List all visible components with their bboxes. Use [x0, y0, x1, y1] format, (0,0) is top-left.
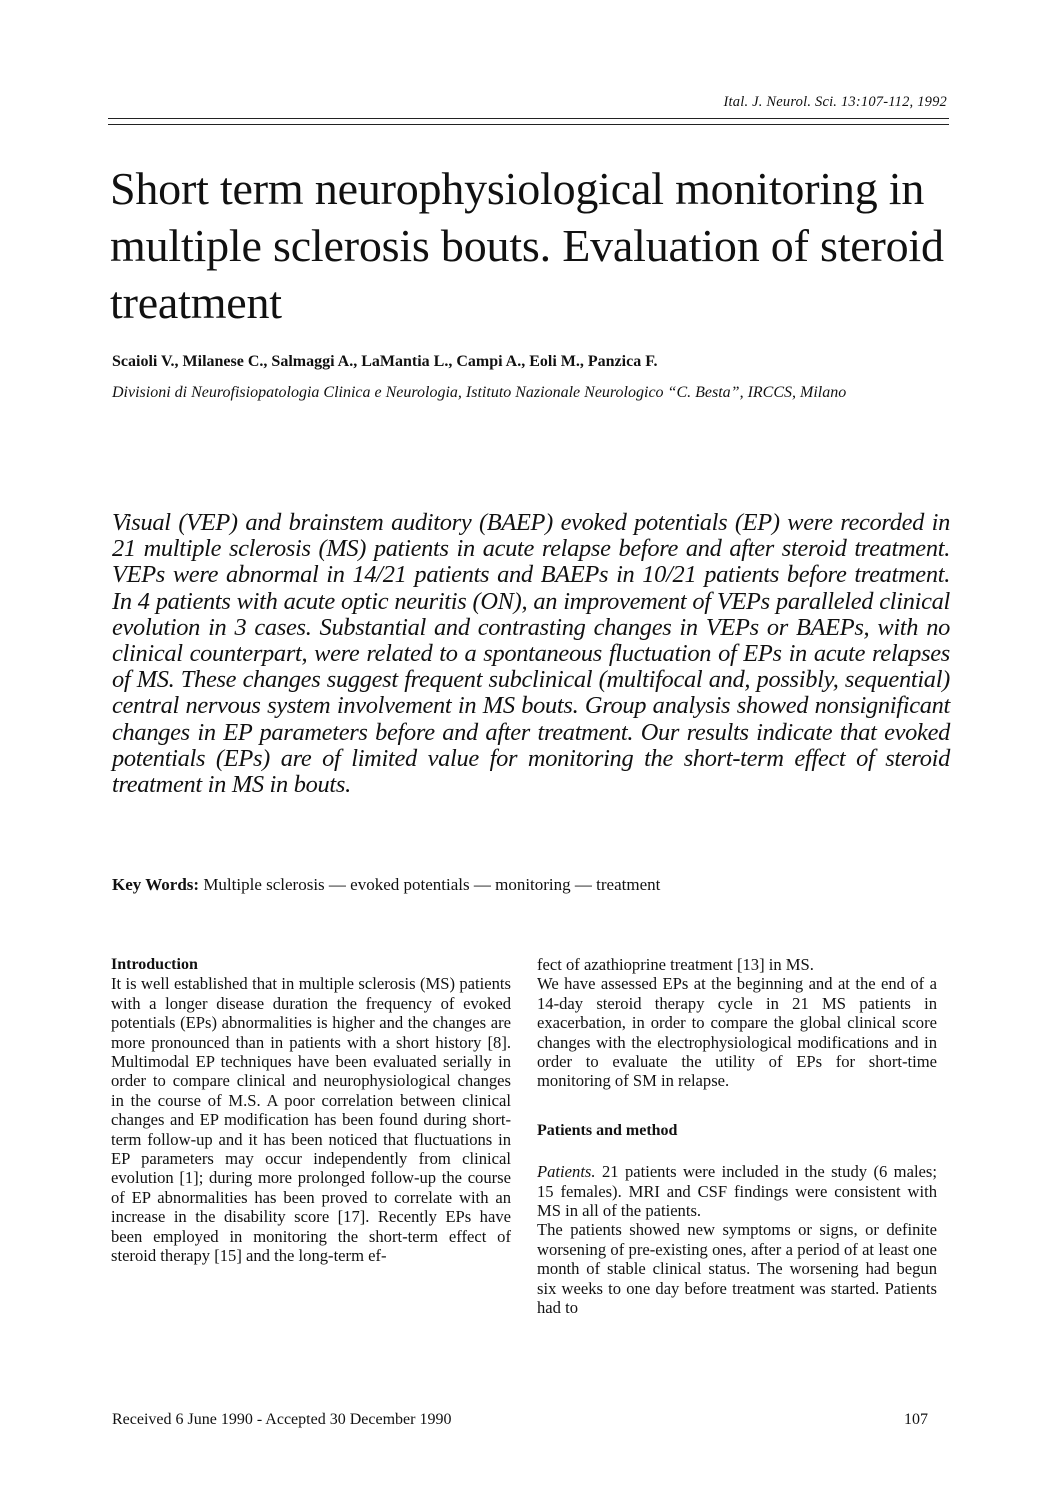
- patients-paragraph-2: The patients showed new symptoms or signs, or definite worsening of pre-existing ones, after a period of at least one month of stable clinical status. The worsening had begun six weeks to one day before treatment was started. Patients had to: [537, 1220, 937, 1318]
- received-dates: Received 6 June 1990 - Accepted 30 December 1990: [112, 1411, 452, 1428]
- article-title: Short term neurophysiological monitoring in multiple sclerosis bouts. Evaluation of steroid treatment: [110, 163, 944, 328]
- left-column: [111, 955, 511, 1266]
- keywords: [112, 875, 660, 895]
- author-list: Scaioli V., Milanese C., Salmaggi A., LaMantia L., Campi A., Eoli M., Panzica F.: [112, 353, 658, 370]
- aim-paragraph: We have assessed EPs at the beginning and at the end of a 14-day steroid therapy cycle in 21 MS patients in exacerbation, in order to compare the global clinical score changes with the electrophysiological modifications and in order to evaluate the utility of EPs for short-time monitoring of SM in relapse.: [537, 974, 937, 1091]
- affiliation: Divisioni di Neurofisiopatologia Clinica e Neurologia, Istituto Nazionale Neurologico “C. Besta”, IRCCS, Milano: [112, 384, 847, 401]
- introduction-heading: Introduction: [111, 956, 198, 973]
- introduction-continued: fect of azathioprine treatment [13] in MS.: [537, 955, 814, 974]
- page-number: 107: [904, 1411, 928, 1428]
- patients-paragraph: [537, 1162, 937, 1220]
- journal-citation: Ital. J. Neurol. Sci. 13:107-112, 1992: [723, 94, 947, 110]
- patients-lead: Patients.: [537, 1162, 596, 1182]
- patients-text: 21 patients were included in the study (6 males; 15 females). MRI and CSF findings were consistent with MS in all of the patients.: [537, 1162, 937, 1221]
- methods-heading: Patients and method: [537, 1121, 678, 1139]
- keywords-label: Key Words:: [112, 875, 200, 894]
- abstract: Visual (VEP) and brainstem auditory (BAEP) evoked potentials (EP) were recorded in 21 multiple sclerosis (MS) patients in acute relapse before and after steroid treatment. VEPs were abnormal in 14/21 patients and BAEPs in 10/21 patients before treatment. In 4 patients with acute optic neuritis (ON), an improvement of VEPs paralleled clinical evolution in 3 cases. Substantial and contrasting changes in VEPs or BAEPs, with no clinical counterpart, were related to a spontaneous fluctuation of EPs in acute relapses of MS. These changes suggest frequent subclinical (multifocal and, possibly, sequential) central nervous system involvement in MS bouts. Group analysis showed nonsignificant changes in EP parameters before and after treatment. Our results indicate that evoked potentials (EPs) are of limited value for monitoring the short-term effect of steroid treatment in MS in bouts.: [112, 509, 950, 799]
- introduction-paragraph: It is well established that in multiple sclerosis (MS) patients with a longer disease duration the frequency of evoked potentials (EPs) abnormalities is higher and the changes are more pronounced than in patients with a short history [8]. Multimodal EP techniques have been evaluated serially in order to compare clinical and neurophysiological changes in the course of M.S. A poor correlation between clinical changes and EP modification has been found during short-term follow-up and it has been noticed that fluctuations in EP parameters may occur independently from clinical evolution [1]; during more prolonged follow-up the course of EP abnormalities has been proved to correlate with an increase in the disability score [17]. Recently EPs have been employed in monitoring the short-term effect of steroid therapy [15] and the long-term ef-: [111, 974, 511, 1266]
- keywords-text: Multiple sclerosis — evoked potentials — monitoring — treatment: [203, 875, 661, 894]
- right-column: [537, 955, 937, 1318]
- header-rule-upper: [108, 118, 949, 119]
- header-rule-lower: [108, 124, 949, 125]
